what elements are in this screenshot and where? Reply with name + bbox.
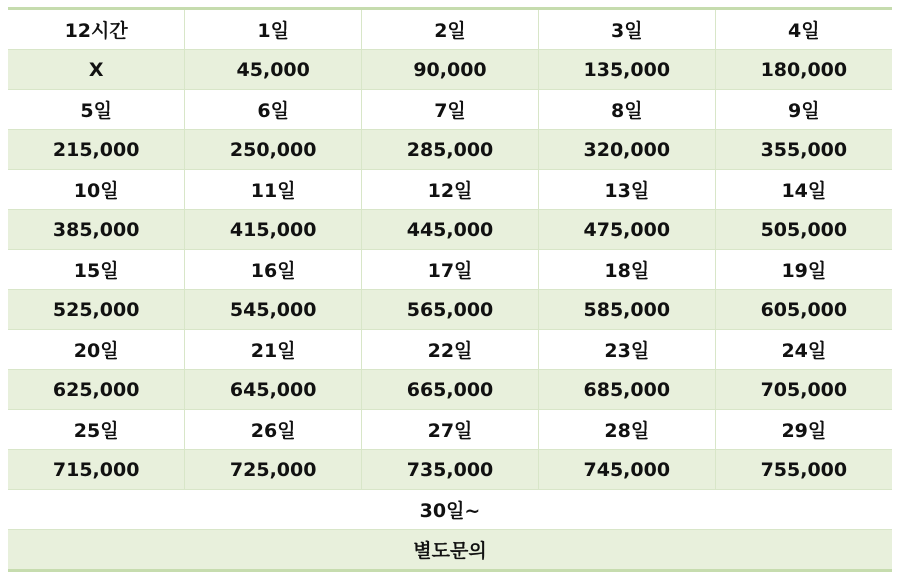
duration-cell: 20일 <box>8 330 185 370</box>
duration-cell: 19일 <box>715 250 892 290</box>
duration-cell: 13일 <box>538 170 715 210</box>
duration-row <box>8 250 892 290</box>
price-row <box>8 50 892 90</box>
duration-cell: 9일 <box>715 90 892 130</box>
duration-cell: 14일 <box>715 170 892 210</box>
footer-note-cell: 별도문의 <box>8 530 892 571</box>
price-cell: 385,000 <box>8 210 185 250</box>
price-cell: X <box>8 50 185 90</box>
price-cell: 135,000 <box>538 50 715 90</box>
duration-cell: 8일 <box>538 90 715 130</box>
duration-cell: 10일 <box>8 170 185 210</box>
price-cell: 705,000 <box>715 370 892 410</box>
duration-cell: 18일 <box>538 250 715 290</box>
price-cell: 475,000 <box>538 210 715 250</box>
duration-cell: 15일 <box>8 250 185 290</box>
duration-cell: 7일 <box>362 90 539 130</box>
footer-note-row <box>8 530 892 571</box>
duration-cell: 26일 <box>185 410 362 450</box>
price-row <box>8 130 892 170</box>
footer-period-cell: 30일~ <box>8 490 892 530</box>
price-cell: 665,000 <box>362 370 539 410</box>
duration-cell: 6일 <box>185 90 362 130</box>
price-row <box>8 210 892 250</box>
duration-cell: 1일 <box>185 9 362 50</box>
price-cell: 445,000 <box>362 210 539 250</box>
price-cell: 625,000 <box>8 370 185 410</box>
price-cell: 725,000 <box>185 450 362 490</box>
price-cell: 180,000 <box>715 50 892 90</box>
price-cell: 250,000 <box>185 130 362 170</box>
duration-row <box>8 410 892 450</box>
price-row <box>8 290 892 330</box>
price-cell: 285,000 <box>362 130 539 170</box>
duration-cell: 16일 <box>185 250 362 290</box>
price-cell: 645,000 <box>185 370 362 410</box>
price-cell: 565,000 <box>362 290 539 330</box>
duration-cell: 24일 <box>715 330 892 370</box>
price-row <box>8 370 892 410</box>
duration-row <box>8 170 892 210</box>
duration-row <box>8 330 892 370</box>
price-cell: 320,000 <box>538 130 715 170</box>
price-cell: 45,000 <box>185 50 362 90</box>
price-cell: 355,000 <box>715 130 892 170</box>
duration-cell: 12시간 <box>8 9 185 50</box>
duration-cell: 22일 <box>362 330 539 370</box>
duration-cell: 29일 <box>715 410 892 450</box>
duration-cell: 21일 <box>185 330 362 370</box>
rental-pricing-table <box>8 7 892 572</box>
pricing-table-body <box>8 9 892 490</box>
price-cell: 215,000 <box>8 130 185 170</box>
price-row <box>8 450 892 490</box>
duration-cell: 25일 <box>8 410 185 450</box>
duration-row <box>8 90 892 130</box>
duration-cell: 5일 <box>8 90 185 130</box>
pricing-table-container <box>8 7 892 572</box>
price-cell: 505,000 <box>715 210 892 250</box>
price-cell: 90,000 <box>362 50 539 90</box>
price-cell: 745,000 <box>538 450 715 490</box>
duration-row <box>8 9 892 50</box>
duration-cell: 12일 <box>362 170 539 210</box>
pricing-table-footer <box>8 490 892 571</box>
price-cell: 755,000 <box>715 450 892 490</box>
duration-cell: 3일 <box>538 9 715 50</box>
price-cell: 545,000 <box>185 290 362 330</box>
price-cell: 585,000 <box>538 290 715 330</box>
duration-cell: 2일 <box>362 9 539 50</box>
price-cell: 685,000 <box>538 370 715 410</box>
price-cell: 605,000 <box>715 290 892 330</box>
duration-cell: 11일 <box>185 170 362 210</box>
duration-cell: 23일 <box>538 330 715 370</box>
duration-cell: 17일 <box>362 250 539 290</box>
price-cell: 715,000 <box>8 450 185 490</box>
price-cell: 415,000 <box>185 210 362 250</box>
duration-cell: 27일 <box>362 410 539 450</box>
price-cell: 735,000 <box>362 450 539 490</box>
duration-cell: 28일 <box>538 410 715 450</box>
duration-cell: 4일 <box>715 9 892 50</box>
price-cell: 525,000 <box>8 290 185 330</box>
footer-period-row <box>8 490 892 530</box>
